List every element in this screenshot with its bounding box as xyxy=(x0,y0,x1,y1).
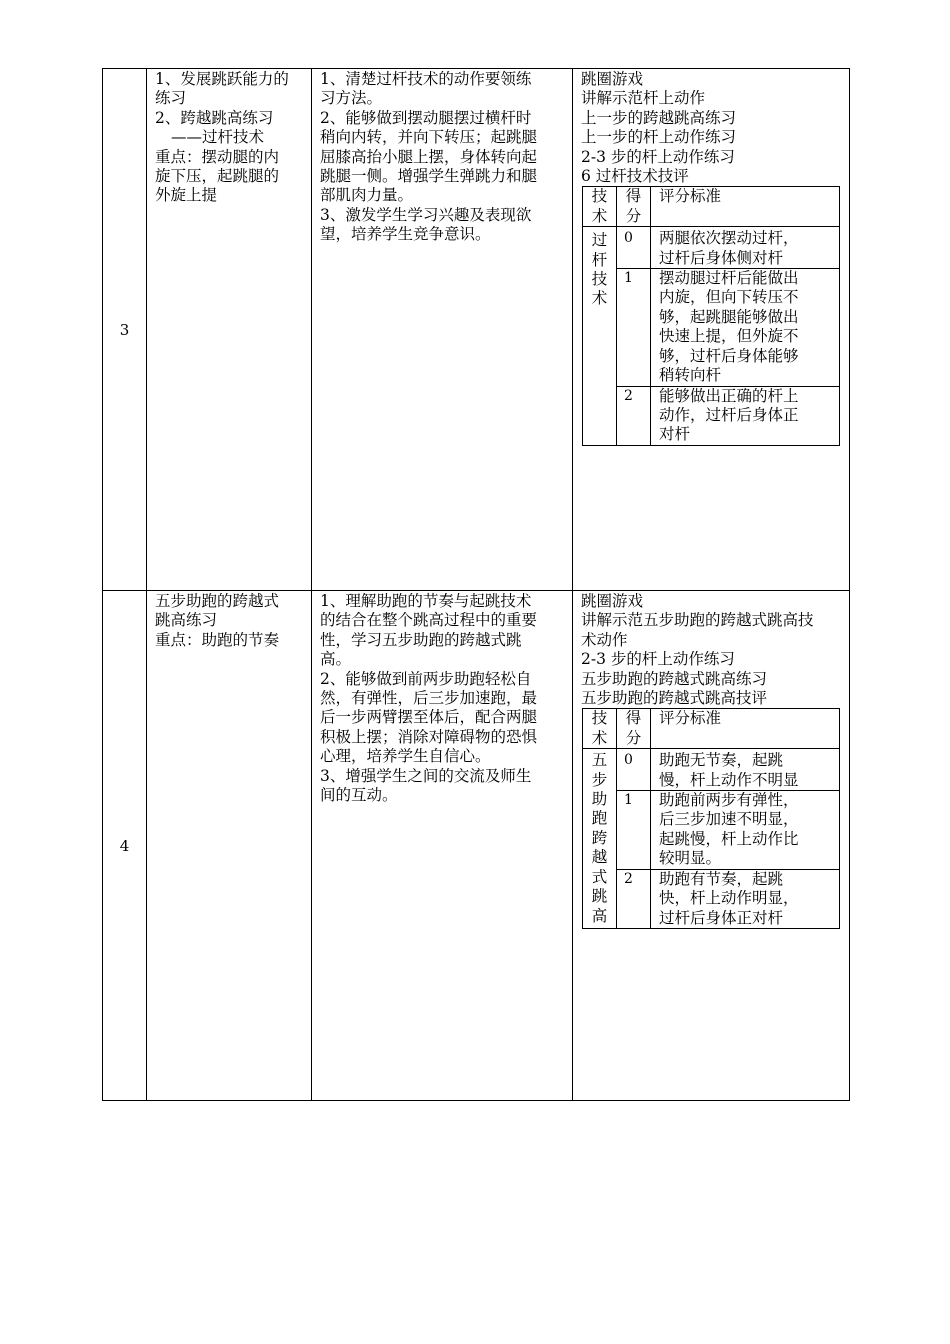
text-line: 旋下压，起跳腿的 xyxy=(155,167,280,186)
text-line: 2-3 步的杆上动作练习 xyxy=(581,147,735,166)
text-line: 部肌肉力量。 xyxy=(320,186,414,205)
rubric-score: 0 xyxy=(617,227,651,269)
rubric-header-criteria: 评分标准 xyxy=(651,709,840,749)
text-line: 五步助跑的跨越式跳高技评 xyxy=(581,689,768,708)
text-line: 心理，培养学生自信心。 xyxy=(320,747,491,766)
text-line: 习方法。 xyxy=(320,89,383,108)
text-line: ——过杆技术 xyxy=(171,128,265,147)
text-line: 讲解示范五步助跑的跨越式跳高技 xyxy=(581,611,814,630)
text-line: 2-3 步的杆上动作练习 xyxy=(581,650,735,669)
text-line: 2、能够做到摆动腿摆过横杆时 xyxy=(320,108,532,127)
text-line: 屈膝高抬小腿上摆，身体转向起 xyxy=(320,147,538,166)
text-line: 练习 xyxy=(155,89,187,108)
text-line: 跳圈游戏 xyxy=(581,70,644,88)
rubric-score: 1 xyxy=(617,791,651,870)
goals-text xyxy=(312,69,572,245)
rubric-criteria: 两腿依次摆动过杆， 过杆后身体侧对杆 xyxy=(651,227,840,269)
text-line: 稍向内转，并向下转压；起跳腿 xyxy=(320,128,538,147)
rubric-header-tech: 技 术 xyxy=(583,709,617,749)
text-line: 跳圈游戏 xyxy=(581,592,644,610)
text-line: 的结合在整个跳高过程中的重要 xyxy=(320,611,538,630)
text-line: 重点：摆动腿的内 xyxy=(155,147,280,166)
rubric-score: 1 xyxy=(617,269,651,386)
rubric-header-row xyxy=(583,709,840,749)
text-line: 然，有弹性，后三步加速跑，最 xyxy=(320,689,538,708)
rubric-row xyxy=(583,869,840,928)
content-cell xyxy=(147,591,312,1101)
text-line: 高。 xyxy=(320,650,352,669)
activities-text xyxy=(573,69,849,186)
activities-cell xyxy=(573,591,850,1101)
text-line: 1、清楚过杆技术的动作要领练 xyxy=(320,70,532,88)
text-line: 术动作 xyxy=(581,630,628,649)
text-line: 上一步的跨越跳高练习 xyxy=(581,108,737,127)
text-line: 1、发展跳跃能力的 xyxy=(155,70,289,88)
text-line: 2、能够做到前两步助跑轻松自 xyxy=(320,669,532,688)
goals-cell xyxy=(312,591,573,1101)
rubric-criteria: 助跑无节奏，起跳 慢，杆上动作不明显 xyxy=(651,749,840,791)
rubric-row xyxy=(583,269,840,386)
lesson-plan-table xyxy=(102,68,850,1101)
lesson-number: 3 xyxy=(103,69,147,591)
rubric-header-score: 得 分 xyxy=(617,187,651,227)
text-line: 五步助跑的跨越式 xyxy=(155,592,280,610)
goals-text xyxy=(312,591,572,805)
activities-cell xyxy=(573,69,850,591)
content-text xyxy=(147,591,311,650)
text-line: 3、增强学生之间的交流及师生 xyxy=(320,766,532,785)
activities-text xyxy=(573,591,849,708)
rubric-criteria: 助跑有节奏，起跳 快，杆上动作明显， 过杆后身体正对杆 xyxy=(651,869,840,928)
rubric-score: 2 xyxy=(617,869,651,928)
rubric-header-row xyxy=(583,187,840,227)
rubric-table xyxy=(582,708,840,928)
rubric-technique: 过 杆 技 术 xyxy=(583,227,617,445)
text-line: 2、跨越跳高练习 xyxy=(155,108,274,127)
text-line: 跳高练习 xyxy=(155,611,218,630)
text-line: 重点：助跑的节奏 xyxy=(155,630,280,649)
text-line: 上一步的杆上动作练习 xyxy=(581,128,737,147)
rubric-header-tech: 技 术 xyxy=(583,187,617,227)
rubric-score: 2 xyxy=(617,386,651,445)
text-line: 1、理解助跑的节奏与起跳技术 xyxy=(320,592,532,610)
text-line: 后一步两臂摆至体后，配合两腿 xyxy=(320,708,538,727)
rubric-criteria: 助跑前两步有弹性， 后三步加速不明显， 起跳慢，杆上动作比 较明显。 xyxy=(651,791,840,870)
content-cell xyxy=(147,69,312,591)
table-row xyxy=(103,591,850,1101)
content-text xyxy=(147,69,311,206)
rubric-header-score: 得 分 xyxy=(617,709,651,749)
text-line: 五步助跑的跨越式跳高练习 xyxy=(581,669,768,688)
table-row xyxy=(103,69,850,591)
rubric-row xyxy=(583,227,840,269)
text-line: 讲解示范杆上动作 xyxy=(581,89,706,108)
lesson-number: 4 xyxy=(103,591,147,1101)
rubric-criteria: 摆动腿过杆后能做出 内旋，但向下转压不 够，起跳腿能够做出 快速上提，但外旋不 够，过杆后身体能够 稍转向杆 xyxy=(651,269,840,386)
rubric-row xyxy=(583,749,840,791)
rubric-technique: 五 步 助 跑 跨 越 式 跳 高 xyxy=(583,749,617,929)
rubric-row xyxy=(583,386,840,445)
text-line: 间的互动。 xyxy=(320,786,398,805)
text-line: 6 过杆技术技评 xyxy=(581,167,689,186)
text-line: 积极上摆；消除对障碍物的恐惧 xyxy=(320,727,538,746)
text-line: 性，学习五步助跑的跨越式跳 xyxy=(320,630,522,649)
text-line: 跳腿一侧。增强学生弹跳力和腿 xyxy=(320,167,538,186)
rubric-criteria: 能够做出正确的杆上 动作，过杆后身体正 对杆 xyxy=(651,386,840,445)
rubric-header-criteria: 评分标准 xyxy=(651,187,840,227)
rubric-table xyxy=(582,186,840,445)
rubric-row xyxy=(583,791,840,870)
goals-cell xyxy=(312,69,573,591)
text-line: 外旋上提 xyxy=(155,186,218,205)
rubric-score: 0 xyxy=(617,749,651,791)
text-line: 3、激发学生学习兴趣及表现欲 xyxy=(320,205,532,224)
text-line: 望，培养学生竞争意识。 xyxy=(320,225,491,244)
